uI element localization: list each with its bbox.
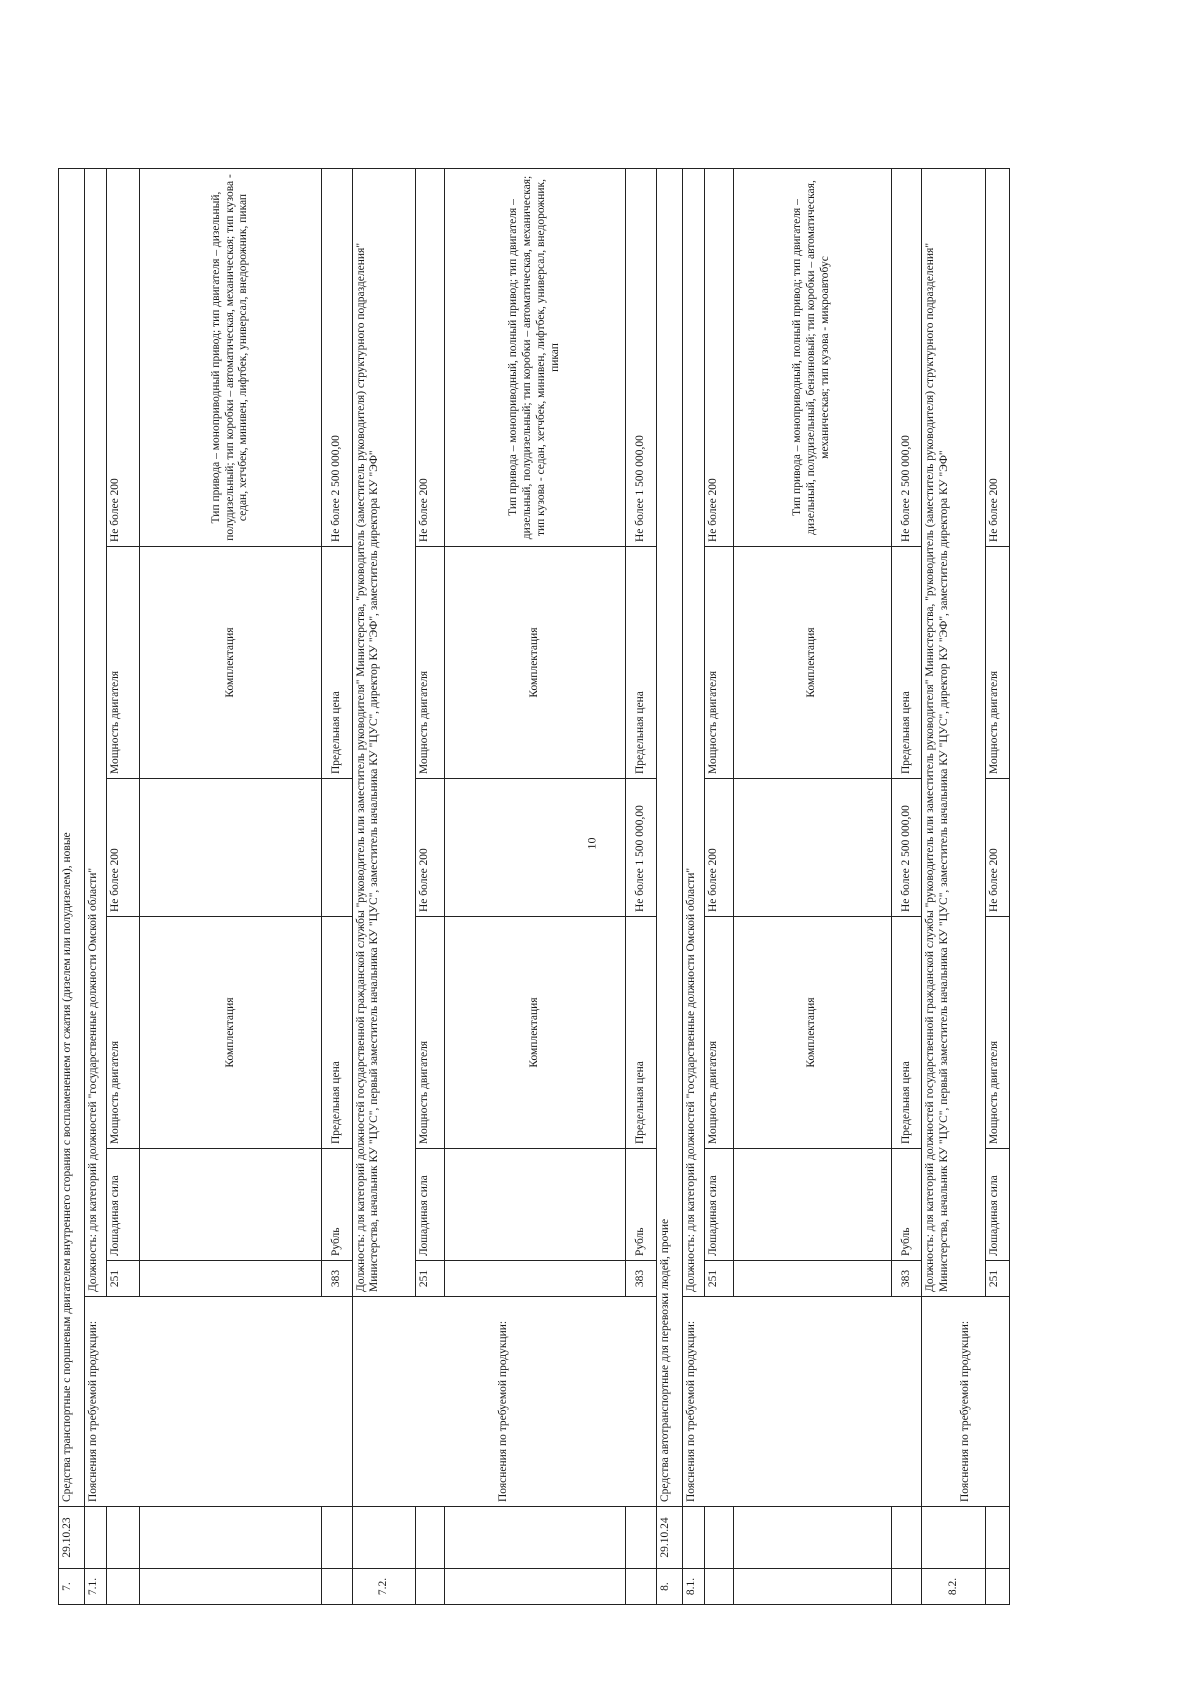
property-name: Предельная цена [321, 917, 352, 1149]
property-value: Не более 200 [416, 779, 444, 917]
unit-name: Лошадиная сила [985, 1149, 1009, 1261]
position-text: Должность: для категорий должностей "государственные должности Омской области" [85, 169, 107, 1297]
unit-code: 383 [626, 1261, 657, 1297]
property-name: Мощность двигателя [705, 917, 733, 1149]
property-value: Не более 1 500 000,00 [626, 779, 657, 917]
section-title: Средства транспортные с поршневым двигателем внутреннего сгорания с воспламенением от сжатия (дизелем или полудизелем), новые [59, 169, 85, 1507]
property-name: Мощность двигателя [107, 917, 140, 1149]
property-name: Комплектация [444, 917, 626, 1149]
property-name: Предельная цена [891, 547, 922, 779]
property-value [444, 779, 626, 917]
property-value: Не более 2 500 000,00 [891, 169, 922, 547]
property-value: Не более 200 [107, 169, 140, 547]
section-number: 8. [657, 1569, 683, 1605]
property-value: Тип привода – моноприводный, полный привод; тип двигателя – дизельный, полудизельный; тип коробки – автоматическая, механическая; тип кузова - седан, хетчбек, минивен, лифтбек, универсал, внедорожник, пикап [444, 169, 626, 547]
unit-code: 251 [416, 1261, 444, 1297]
property-value: Не более 200 [985, 779, 1009, 917]
property-name: Мощность двигателя [705, 547, 733, 779]
table-row [683, 169, 705, 1605]
property-value: Не более 2 500 000,00 [321, 169, 352, 547]
unit-code: 251 [705, 1261, 733, 1297]
unit-name: Рубль [626, 1149, 657, 1261]
property-value: Не более 200 [107, 779, 140, 917]
rotated-table-container [58, 169, 1010, 1605]
property-name: Комплектация [140, 917, 322, 1149]
property-name: Мощность двигателя [416, 917, 444, 1149]
property-value: Не более 1 500 000,00 [626, 169, 657, 547]
property-name: Комплектация [733, 547, 891, 779]
property-name: Комплектация [733, 917, 891, 1149]
property-name: Мощность двигателя [416, 547, 444, 779]
property-name: Мощность двигателя [985, 547, 1009, 779]
section-title: Средства автотранспортные для перевозки людей, прочие [657, 169, 683, 1507]
subsection-number: 8.2. [922, 1569, 986, 1605]
property-name: Мощность двигателя [985, 917, 1009, 1149]
property-name: Предельная цена [626, 917, 657, 1149]
subsection-number: 7.1. [85, 1569, 107, 1605]
property-value [733, 779, 891, 917]
property-name: Предельная цена [626, 547, 657, 779]
table-row [59, 169, 85, 1605]
explanation-label: Пояснения по требуемой продукции: [922, 1297, 1010, 1507]
subsection-number: 7.2. [352, 1569, 416, 1605]
property-name: Предельная цена [891, 917, 922, 1149]
property-name: Предельная цена [321, 547, 352, 779]
subsection-number: 8.1. [683, 1569, 705, 1605]
property-value [140, 779, 322, 917]
property-value [321, 779, 352, 917]
property-name: Комплектация [444, 547, 626, 779]
property-value: Не более 2 500 000,00 [891, 779, 922, 917]
property-value: Не более 200 [416, 169, 444, 547]
okpd-code: 29.10.24 [657, 1507, 683, 1569]
table-row [922, 169, 986, 1605]
unit-name: Лошадиная сила [705, 1149, 733, 1261]
property-value: Тип привода – моноприводный привод; тип двигателя – дизельный, полудизельный; тип коробки – автоматическая, механическая; тип кузова - седан, хетчбек, минивен, лифтбек, универсал, внедорожник, пикап [140, 169, 322, 547]
position-text: Должность: для категорий должностей государственной гражданской службы "руководитель или заместитель руководителя" Министерства, "руководитель (заместитель руководителя) структурного подразделения" Министерства, начальник КУ "ЦУС", первый заместитель начальника КУ "ЦУС", заместитель начальника КУ "ЦУС", директор КУ "ЭФ", заместитель директора КУ "ЭФ" [922, 169, 986, 1297]
property-name: Мощность двигателя [107, 547, 140, 779]
unit-code: 383 [891, 1261, 922, 1297]
position-text: Должность: для категорий должностей "государственные должности Омской области" [683, 169, 705, 1297]
unit-name: Рубль [321, 1149, 352, 1261]
page-number: 10 [584, 837, 599, 850]
unit-name: Лошадиная сила [416, 1149, 444, 1261]
explanation-label: Пояснения по требуемой продукции: [683, 1297, 922, 1507]
property-value: Не более 200 [705, 779, 733, 917]
position-text: Должность: для категорий должностей государственной гражданской службы "руководитель или заместитель руководителя" Министерства, "руководитель (заместитель руководителя) структурного подразделения" Министерства, начальник КУ "ЦУС", первый заместитель начальника КУ "ЦУС", заместитель начальника КУ "ЦУС", директор КУ "ЭФ", заместитель директора КУ "ЭФ" [352, 169, 416, 1297]
unit-name: Рубль [891, 1149, 922, 1261]
requirements-table [58, 168, 1010, 1605]
section-number: 7. [59, 1569, 85, 1605]
property-value: Не более 200 [985, 169, 1009, 547]
unit-code: 251 [985, 1261, 1009, 1297]
property-value: Не более 200 [705, 169, 733, 547]
explanation-label: Пояснения по требуемой продукции: [352, 1297, 657, 1507]
property-name: Комплектация [140, 547, 322, 779]
unit-code: 383 [321, 1261, 352, 1297]
property-value: Тип привода – моноприводный, полный привод; тип двигателя – дизельный, полудизельный, бензиновый; тип коробки – автоматическая, механическая; тип кузова - микроавтобус [733, 169, 891, 547]
explanation-label: Пояснения по требуемой продукции: [85, 1297, 352, 1507]
unit-name: Лошадиная сила [107, 1149, 140, 1261]
table-row [657, 169, 683, 1605]
unit-code: 251 [107, 1261, 140, 1297]
table-row [352, 169, 416, 1605]
table-row [85, 169, 107, 1605]
okpd-code: 29.10.23 [59, 1507, 85, 1569]
